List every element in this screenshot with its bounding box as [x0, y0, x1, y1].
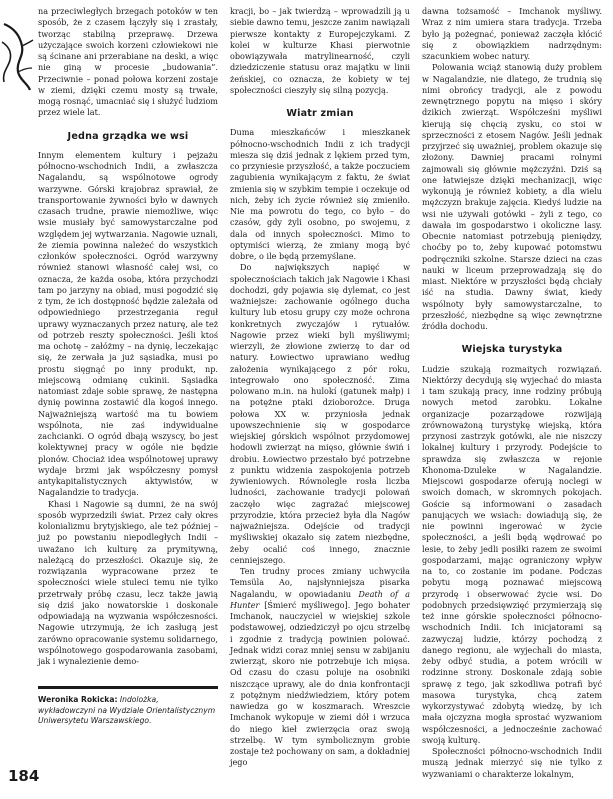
- page-number: 184: [8, 767, 40, 785]
- paragraph: Khasi i Nagowie są dumni, że na swój sposób wyprzedzili świat. Przez cały okres kolonializmu brytyjskiego, ale też później – już po powstaniu niepodległych Indii – uważano ich kulturę za prymitywną, należącą do przeszłości. Okazuje się, że rozwiązania wypracowane przez te społeczności wiele stuleci temu nie tylko przetrwały próbę czasu, lecz także jawią się dziś jako nowatorskie i doskonale odpowiadają na wyzwania współczesności. Nagowie utrzymują, że ich zasługą jest zarówno opracowanie systemu solidarnego, wspólnotowego gospodarowania zasobami, jak i wynalezienie demo-: [38, 498, 218, 666]
- section-heading-wind-of-change: Wiatr zmian: [286, 108, 354, 119]
- author-bio: Indolożka, wykładowczyni na Wydziale Orientalistycznym Uniwersytetu Warszawskiego.: [38, 695, 216, 725]
- paragraph: dawna tożsamość – Imchanok myśliwy. Wraz z nim umiera stara tradycja. Trzeba było ją pożegnać, ponieważ zaczęła kłócić się z obowiązkiem nadrzędnym: szacunkiem wobec natury.: [422, 6, 602, 61]
- author-note: [38, 686, 218, 727]
- paragraph-text: Ten trudny proces zmiany uchwyciła Temsüla Ao, najsłynniejsza pisarka Nagalandu, w opowiadaniu: [230, 566, 410, 599]
- paragraph: kracji, bo – jak twierdzą – wprowadzili ją u siebie dawno temu, jeszcze zanim nawiązali pierwsze kontakty z Europejczykami. Z kolei w kulturze Khasi pierwotnie obowiązywała matrylinearność, czyli dziedziczenie statusu oraz majątku w linii żeńskiej, co oznacza, że kobiety w tej społeczności cieszyły się silną pozycją.: [230, 6, 410, 95]
- paragraph: Do największych napięć w społecznościach takich jak Nagowie i Khasi dochodzi, gdy pojawia się dylemat, co jest ważniejsze: zachowanie ogólnego ducha kultury lub etosu grupy czy może ochrona konkretnych zwyczajów i rytuałów. Nagowie przez wieki byli myśliwymi; wierzyli, że złowione zwierzę to dar od natury. Łowiectwo uprawiano według założenia wynikającego z pór roku, integrowało ono społeczność. Zima polowano m.in. na hulokí (gatunek małp) i na potężne ptaki dzioborożce. Druga połowa XX w. przyniosła jednak upowszechnienie się w gospodarce wiejskiej górskich wspólnot przydomowej hodowli zwierząt na mięso, głównie świń i drobiu. Łowiectwo przestało być potrzebne z punktu widzenia zaspokojenia potrzeb żywieniowych. Równolegle rosła liczba ludności, zachowanie tradycji polowań zaczęło więc zagrażać miejscowej przyrodzie, która przecież była dla Nagów najważniejsza. Odejście od tradycji myśliwskiej okazało się zatem niezbędne, żeby ocalić coś innego, znacznie cenniejszego.: [230, 262, 410, 565]
- column-1: [38, 6, 218, 667]
- section-heading-rural-tourism: Wiejska turystyka: [461, 344, 563, 356]
- paragraph: Innym elementem kultury i pejzażu północno-wschodnich Indii, a zwłaszcza Nagalandu, są wspólnotowe ogrody warzywne. Górski krajobraz sprawiał, że transportowanie żywności było w dawnych czasach trudne, prawie niemożliwe, więc wsie musiały być samowystarczalne pod względem jej wytwarzania. Nagowie uznali, że ziemia powinna należeć do wszystkich członków społeczności. Ogród warzywny również stanowi własność całej wsi, co oznacza, że każda osoba, która przychodzi tam po jarzyny na obiad, musi pogodzić się z tym, że ich dostępność będzie zależała od odpowiedniego przestrzegania reguł uprawy wyznaczanych przez naturę, ale też od potrzeb reszty społeczności. Jeśli ktoś ma ochotę – załóżmy – na dynię, leczekając się, że zerwała ja już sąsiadka, musi po prostu sięgnąć po inny produkt, np. miejscową odmianę cukinii. Sąsiadka natomiast zdaje sobie sprawę, że następna dynię powinna zostawić dla kogoś innego. Najważniejszą wartość ma tu bowiem wspólnota, nie zaś indywidualne zachcianki. O ogród dbają wszyscy, bo jest kolektywnej pracy w ogóle nie będzie plonów. Chociaż idea wspólnotowej uprawy wydaje brzmi jak współczesny pomysł antykapitalistycznych aktywistów, w Nagalandzie to tradycja.: [38, 149, 218, 498]
- section-heading-garden: Jedna grządka we wsi: [67, 130, 189, 142]
- paragraph: [230, 566, 410, 769]
- paragraph: Polowania wciąż stanowią duży problem w Nagalandzie, nie dlatego, że trudnią się nimi obrońcy tradycji, ale z powodu zewnętrznego popytu na mięso i skóry dzikich zwierząt. Współcześni myśliwi kierują się chęcią zysku, co stoi w sprzeczności z etosem Nagów. Jeśli jednak przyjrzeć się uważniej, problem okazuje się złożony. Dawniej pracami rolnymi zajmowali się głównie mężczyźni. Dziś są one łatwiejsze dzięki mechanizacji, więc wykonują je również kobiety, a dla wielu mężczyzn brakuje zajęcia. Kiedyś ludzie na wsi nie używali gotówki – żyli z tego, co dawała im gospodarstwo i okoliczne lasy. Obecnie natomiast potrzebują pieniędzy, choćby po to, żeby kupować potomstwu podręczniki szkolne. Starsze dzieci na czas nauki w liceum przeprowadzają się do miast. Niektóre w przyszłości będą chciały iść na studia. Dawny świat, kiedy wspólnoty były samowystarczalne, to przeszłość, niezbędne są więc zewnętrzne źródła dochodu.: [422, 62, 602, 331]
- author-name: Weronika Rokicka:: [38, 695, 118, 704]
- paragraph: Duma mieszkańców i mieszkanek północno-wschodnich Indii z ich tradycji miesza się dziś jednak z lękiem przed tym, co przyniesie przyszłość, a także poczuciem zagubienia wynikającym z faktu, że świat zmienia się w szybkim tempie i oczekuje od nich, żeby ich życie również się zmieniło. Nie ma powrotu do tego, co było – do czasów, gdy żyli osobno, po swojemu, z dala od innych społeczności. Mimo to optymiści wierzą, że zmiany mogą być dobre, o ile będą przemyślane.: [230, 127, 410, 261]
- column-3: [422, 6, 602, 780]
- paragraph-text: [Śmierć myśliwego]. Jego bohater Imchanok, nauczyciel w wiejskiej szkole podstawowej, odziedziczył po ojcu strzelbę i zgodnie z tradycją powinien polować. Jednak widzi coraz mniej sensu w zabijaniu zwierząt, skoro nie potrzebuje ich mięsa. Od czasu do czasu poluje na osobniki niszczące uprawy, ale do dnia konfrontacji z potężnym niedźwiedziem, który potem nawiedza go w koszmarach. Wreszcie Imchanok wykopuje w ziemi dół i wrzuca do niego kieł zwierzęcia oraz swoją strzelbę. W tym symbolicznym grobie zostaje też pochowany on sam, a dokładniej jego: [230, 599, 410, 768]
- paragraph: Ludzie szukają rozmaitych rozwiązań. Niektórzy decydują się wyjechać do miasta i tam szukają pracy, inne rodziny próbują nowych metod zarobku. Lokalne organizacje pozarządowe rozwijają zrównoważoną turystykę wiejską, która przynosi zastrzyk gotówki, ale nie niszczy lokalnej kultury i przyrody. Podejście to sprawdza się zwłaszcza w rejonie Khonoma-Dzuleke w Nagalandzie. Miejscowi gospodarze oferują noclegi w swoich domach, w skromnych pokojach. Goście są informowani o zasadach panujących we wsiach: dowiadują się, że nie powinni ingerować w życie społeczności, a jeśli będą wędrować po lesie, to żeby jedli posiłki razem ze swoimi gospodarzami, mając ograniczony wpływ na to, co zostanie im podane. Podczas pobytu mogą poznawać miejscową przyrodę i obserwować życie wsi. Do podobnych przedsięwzięć przymierzają się też inne górskie społeczności północno-wschodnich Indii. Ich inicjatorami są zazwyczaj ludzie, którzy pochodzą z danego regionu, ale wyjechali do miasta, żeby odbyć studia, a potem wrócili w rodzinne strony. Doskonale zdają sobie sprawę z tego, jak szkodliwa potrafi być masowa turystyka, chcą zatem wykorzystywać zdobytą wiedzę, by ich mała ojczyzna mogła sprostać wyzwaniom współczesności, a jednocześnie zachować swoją kulturę.: [422, 363, 602, 745]
- paragraph: na przeciwległych brzegach potoków w ten sposób, że z czasem łączyły się i zrastały, tworząc stabilną przeprawę. Drzewa użyczające swoich korzeni człowiekowi nie są ścinane ani przerabiane na deski, a więc nie giną w procesie „budowania”. Przeciwnie – ponad połowa korzeni zostaje w ziemi, dzięki czemu mosty są trwałe, mogą rosnąć, umacniać się i służyć ludziom przez wiele lat.: [38, 6, 218, 118]
- paragraph: Społeczności północno-wschodnich Indii muszą jednak mierzyć się nie tylko z wyzwaniami o charakterze lokalnym,: [422, 746, 602, 779]
- story-title: Death of a Hunter: [230, 588, 410, 610]
- column-2: [230, 6, 410, 769]
- ink-sketch-icon: [0, 22, 34, 92]
